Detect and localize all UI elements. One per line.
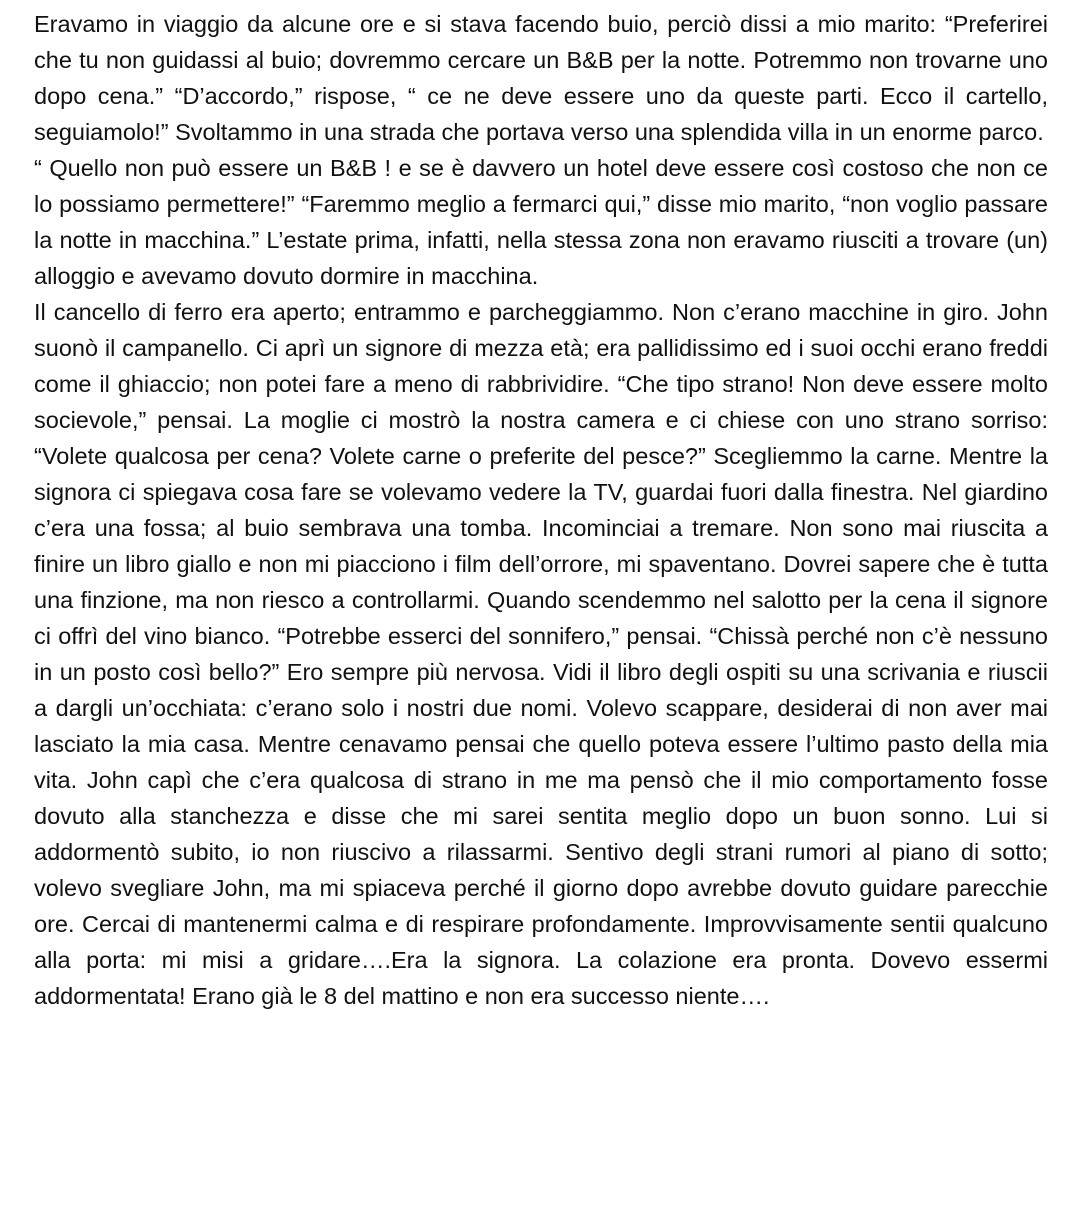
document-page (34, 6, 1048, 1014)
paragraph-night-story: Il cancello di ferro era aperto; entrammo e parcheggiammo. Non c’erano macchine in giro. John suonò il campanello. Ci aprì un signore di mezza età; era pallidissimo ed i suoi occhi erano freddi come il ghiaccio; non potei fare a meno di rabbrividire. “Che tipo strano! Non deve essere molto socievole,” pensai. La moglie ci mostrò la nostra camera e ci chiese con uno strano sorriso: “Volete qualcosa per cena? Volete carne o preferite del pesce?” Scegliemmo la carne. Mentre la signora ci spiegava cosa fare se volevamo vedere la TV, guardai fuori dalla finestra. Nel giardino c’era una fossa; al buio sembrava una tomba. Incominciai a tremare. Non sono mai riuscita a finire un libro giallo e non mi piacciono i film dell’orrore, mi spaventano. Dovrei sapere che è tutta una finzione, ma non riesco a controllarmi. Quando scendemmo nel salotto per la cena il signore ci offrì del vino bianco. “Potrebbe esserci del sonnifero,” pensai. “Chissà perché non c’è nessuno in un posto così bello?” Ero sempre più nervosa. Vidi il libro degli ospiti su una scrivania e riuscii a dargli un’occhiata: c’erano solo i nostri due nomi. Volevo scappare, desiderai di non aver mai lasciato la mia casa. Mentre cenavamo pensai che quello poteva essere l’ultimo pasto della mia vita. John capì che c’era qualcosa di strano in me ma pensò che il mio comportamento fosse dovuto alla stanchezza e disse che mi sarei sentita meglio dopo un buon sonno. Lui si addormentò subito, io non riuscivo a rilassarmi. Sentivo degli strani rumori al piano di sotto; volevo svegliare John, ma mi spiaceva perché il giorno dopo avrebbe dovuto guidare parecchie ore. Cercai di mantenermi calma e di respirare profondamente. Improvvisamente sentii qualcuno alla porta: mi misi a gridare….Era la signora. La colazione era pronta. Dovevo essermi addormentata! Erano già le 8 del mattino e non era successo niente…. (34, 299, 1048, 1009)
paragraph-villa-doubt: “ Quello non può essere un B&B ! e se è davvero un hotel deve essere così costoso che non ce lo possiamo permettere!” “Faremmo meglio a fermarci qui,” disse mio marito, “non voglio passare la notte in macchina.” L’estate prima, infatti, nella stessa zona non eravamo riusciti a trovare (un) alloggio e avevamo dovuto dormire in macchina. (34, 155, 1048, 289)
paragraph-arrival: Eravamo in viaggio da alcune ore e si stava facendo buio, perciò dissi a mio marito: “Preferirei che tu non guidassi al buio; dovremmo cercare un B&B per la notte. Potremmo non trovarne uno dopo cena.” “D’accordo,” rispose, “ ce ne deve essere uno da queste parti. Ecco il cartello, seguiamolo!” Svoltammo in una strada che portava verso una splendida villa in un enorme parco. (34, 11, 1048, 145)
